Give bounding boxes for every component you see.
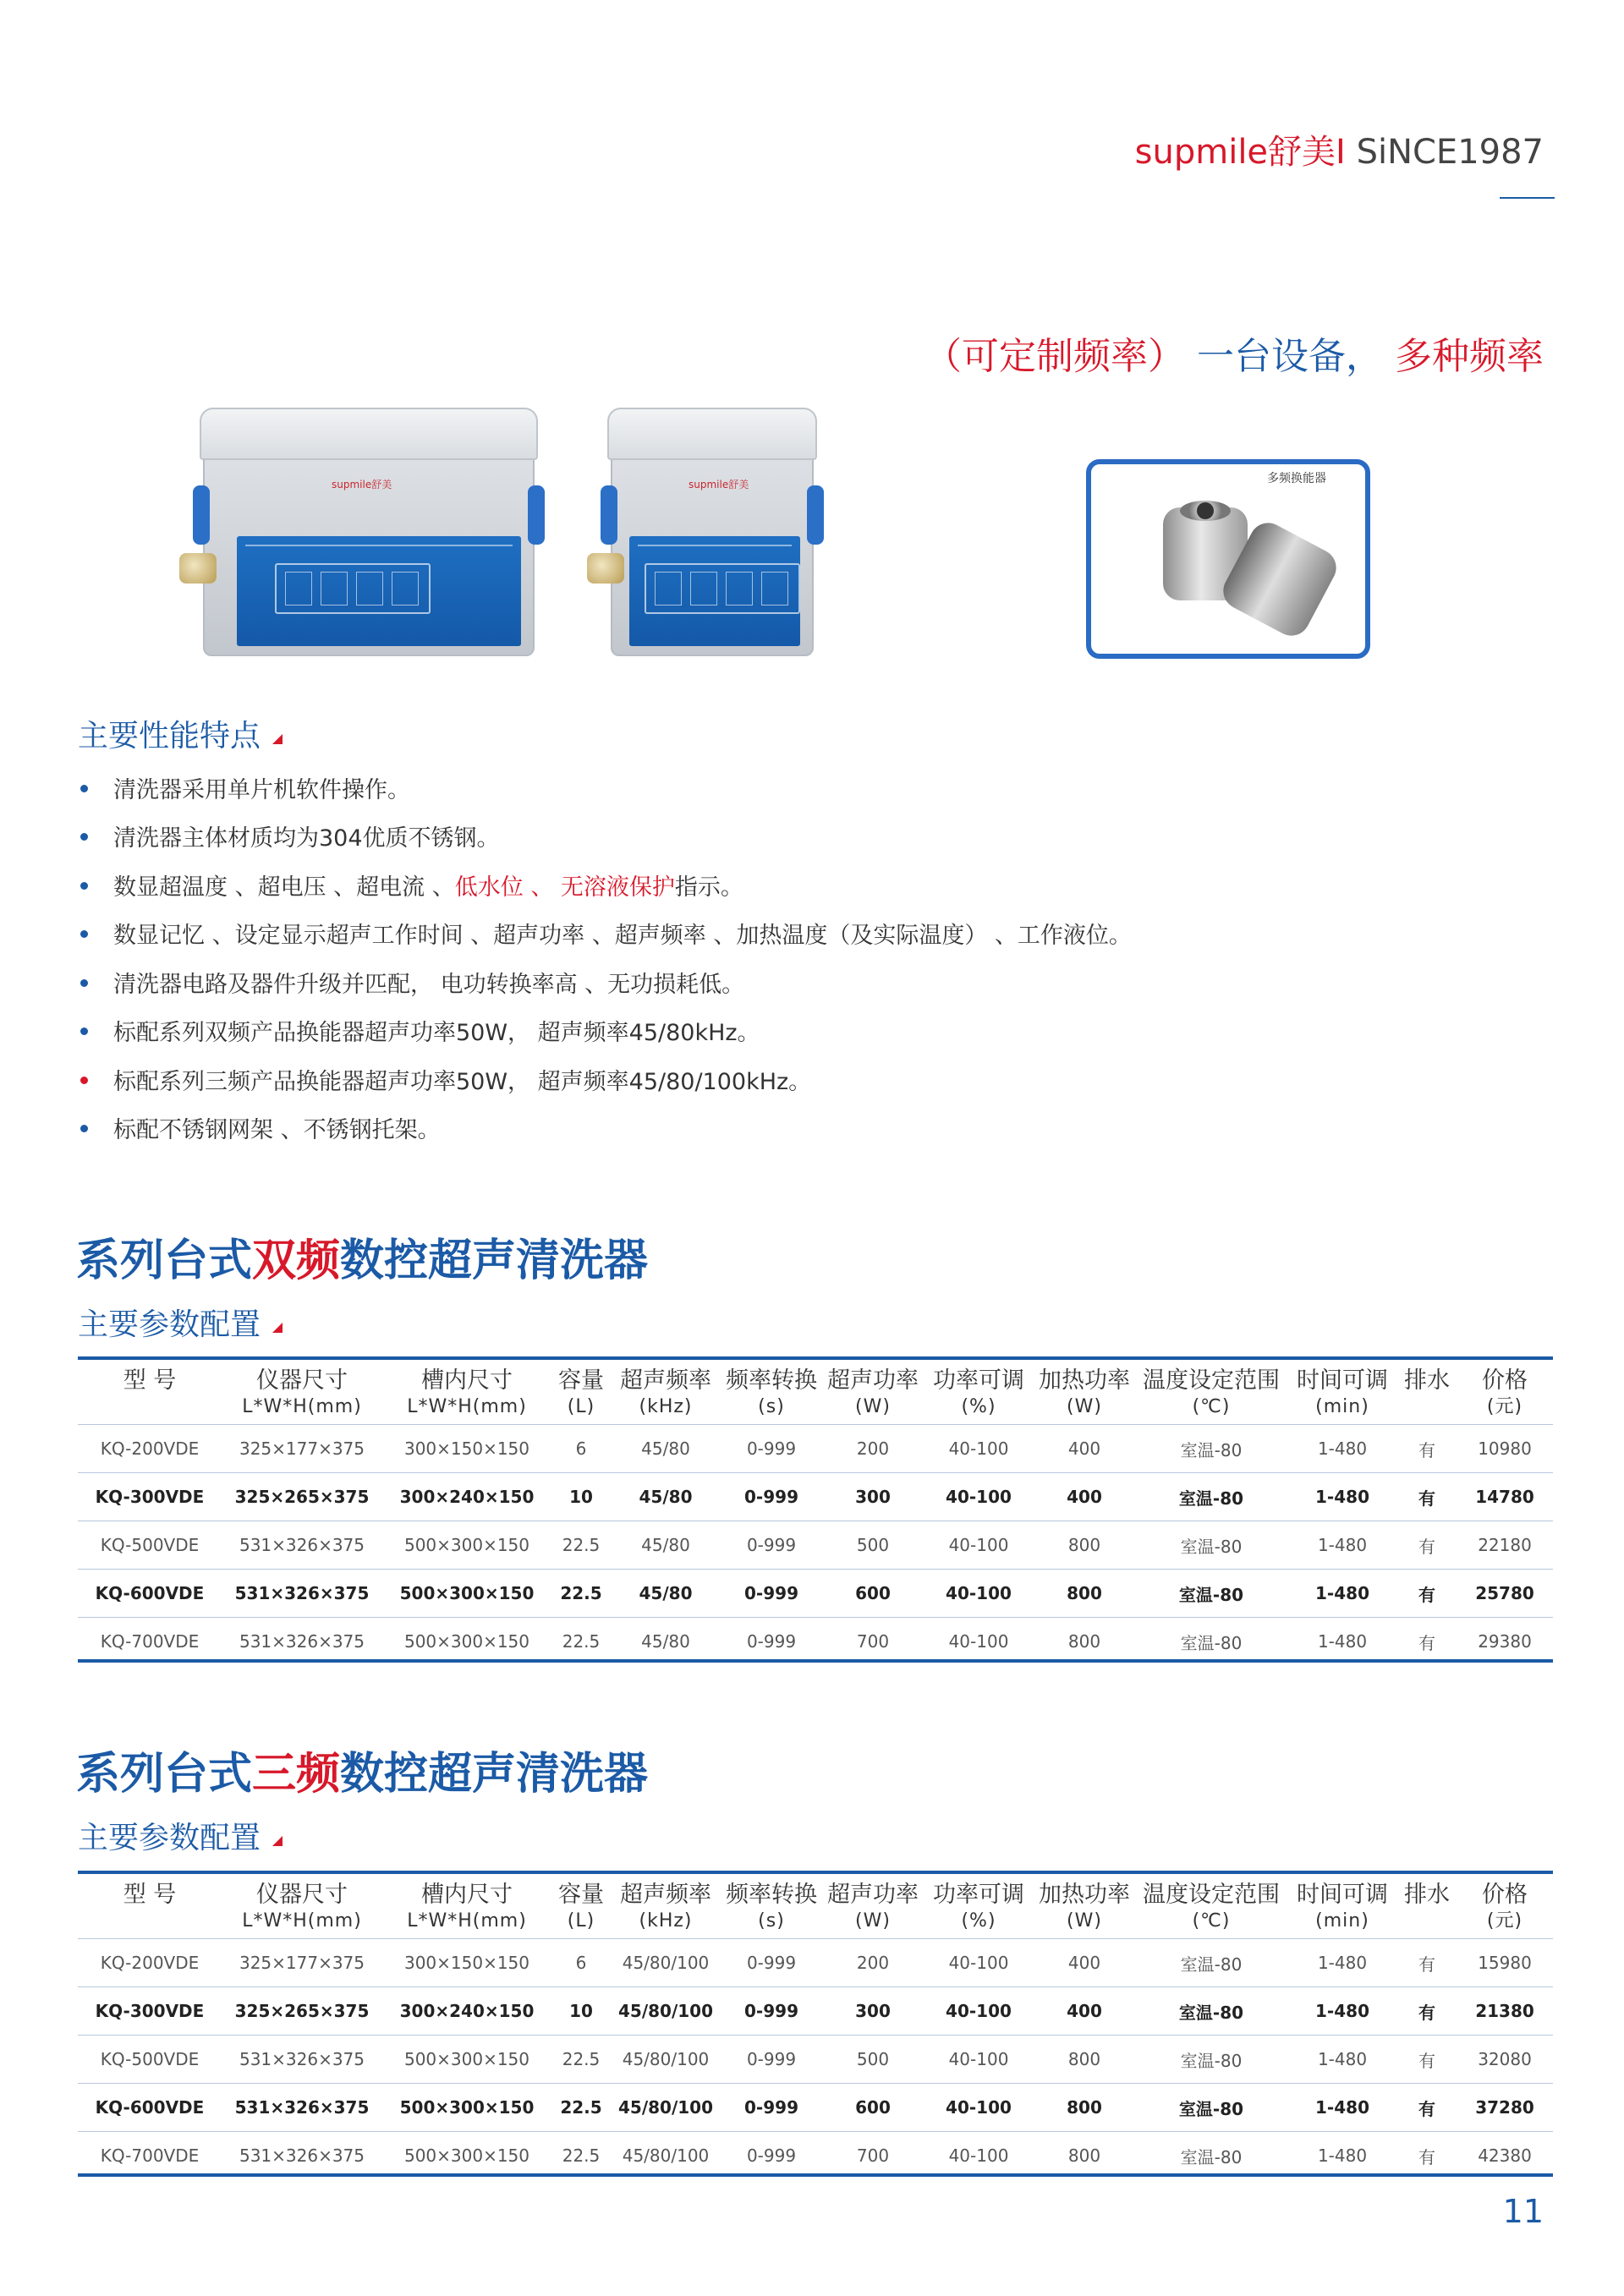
table-cell: KQ-700VDE bbox=[100, 1631, 200, 1652]
section-title-triple-frequency: 系列台式三频数控超声清洗器 bbox=[76, 1749, 649, 1800]
table-cell: 0-999 bbox=[721, 1425, 822, 1473]
table-cell: 25780 bbox=[1457, 1570, 1553, 1618]
table-cell: 15980 bbox=[1457, 1939, 1553, 1987]
product-image-triple-frequency-cleaner bbox=[611, 408, 814, 656]
table-cell: 室温-80 bbox=[1135, 2036, 1287, 2084]
column-header: 频率转换 (s) bbox=[721, 1876, 822, 1939]
table-cell: 40-100 bbox=[924, 1473, 1034, 1521]
table-cell: 300×150×150 bbox=[382, 1425, 551, 1473]
table-cell: 有 bbox=[1397, 2036, 1457, 2084]
column-header: 功率可调 (%) bbox=[924, 1876, 1034, 1939]
table-cell: 10 bbox=[551, 1473, 611, 1521]
column-header: 槽内尺寸 L*W*H(mm) bbox=[382, 1362, 551, 1425]
table-cell: 0-999 bbox=[721, 1521, 822, 1570]
table-cell: 22.5 bbox=[562, 1631, 601, 1652]
table-cell: 0-999 bbox=[721, 2036, 822, 2084]
product-image-dual-frequency-cleaner bbox=[203, 408, 535, 656]
bullet-icon bbox=[80, 882, 88, 890]
table-cell: 600 bbox=[822, 1570, 924, 1618]
column-header: 温度设定范围 (℃) bbox=[1135, 1362, 1287, 1425]
table-cell: 6 bbox=[551, 1425, 611, 1473]
table-cell: 700 bbox=[856, 1631, 890, 1652]
column-header: 功率可调 (%) bbox=[924, 1362, 1034, 1425]
machine-logo: supmile舒美 bbox=[332, 479, 392, 490]
table-cell: 45/80/100 bbox=[611, 1987, 721, 2036]
table-cell: 800 bbox=[1034, 2036, 1135, 2084]
table-cell: 700 bbox=[856, 2145, 890, 2166]
page-number: 11 bbox=[1502, 2193, 1544, 2230]
table-cell: 有 bbox=[1397, 1939, 1457, 1987]
table-row bbox=[78, 1425, 1553, 1473]
table-cell: 22.5 bbox=[551, 1570, 611, 1618]
table-cell: 室温-80 bbox=[1180, 2146, 1243, 2167]
table-cell: 500×300×150 bbox=[382, 2084, 551, 2132]
table-cell: 325×265×375 bbox=[222, 1987, 382, 2036]
table-cell: 40-100 bbox=[924, 2036, 1034, 2084]
table-cell: 0-999 bbox=[721, 1473, 822, 1521]
table-cell: KQ-300VDE bbox=[78, 1987, 222, 2036]
features-title: 主要性能特点 bbox=[78, 712, 283, 755]
column-header: 超声频率 (kHz) bbox=[611, 1876, 721, 1939]
table-cell: 400 bbox=[1034, 1939, 1135, 1987]
table-cell: 45/80 bbox=[611, 1570, 721, 1618]
column-header: 容量 (L) bbox=[551, 1362, 611, 1425]
table-cell: KQ-500VDE bbox=[78, 2036, 222, 2084]
feature-item: 清洗器电路及器件升级并匹配， 电功转换率高 、无功损耗低。 bbox=[80, 966, 744, 999]
drain-valve bbox=[179, 553, 217, 584]
table-cell: 22.5 bbox=[551, 1521, 611, 1570]
column-header: 排水 bbox=[1397, 1362, 1457, 1425]
column-header: 频率转换 (s) bbox=[721, 1362, 822, 1425]
brand-name: supmile舒美 bbox=[1134, 133, 1336, 172]
table-cell: 1-480 bbox=[1287, 2036, 1397, 2084]
table-row bbox=[78, 1939, 1553, 1987]
table-cell: 1-480 bbox=[1287, 2084, 1397, 2132]
triangle-marker-icon bbox=[272, 1836, 283, 1846]
handle-left bbox=[601, 485, 617, 545]
table-cell: 42380 bbox=[1478, 2145, 1532, 2166]
table-cell: 40-100 bbox=[924, 1939, 1034, 1987]
column-header: 时间可调 (min) bbox=[1287, 1876, 1397, 1939]
table-cell: 室温-80 bbox=[1135, 2084, 1287, 2132]
table-cell: 室温-80 bbox=[1135, 1939, 1287, 1987]
table-cell: 32080 bbox=[1457, 2036, 1553, 2084]
table-cell: 800 bbox=[1034, 2084, 1135, 2132]
table-cell: 有 bbox=[1397, 1425, 1457, 1473]
table-cell: 有 bbox=[1397, 1521, 1457, 1570]
table-cell: 200 bbox=[822, 1425, 924, 1473]
table-row bbox=[78, 2132, 1553, 2180]
cleaner-lid bbox=[607, 408, 817, 460]
display-keys bbox=[275, 563, 431, 614]
table-cell: 22.5 bbox=[562, 2145, 601, 2166]
table-cell: 40-100 bbox=[924, 1521, 1034, 1570]
table-cell: 有 bbox=[1418, 2146, 1435, 2167]
table-cell: 1-480 bbox=[1317, 2145, 1368, 2166]
table-row bbox=[78, 2036, 1553, 2084]
column-header: 型 号 bbox=[78, 1876, 222, 1939]
table-cell: 400 bbox=[1034, 1473, 1135, 1521]
table-cell: 400 bbox=[1034, 1425, 1135, 1473]
table-cell: KQ-200VDE bbox=[78, 1425, 222, 1473]
column-header: 价格 (元) bbox=[1457, 1362, 1553, 1425]
table-cell: KQ-500VDE bbox=[78, 1521, 222, 1570]
table-cell: 1-480 bbox=[1287, 1570, 1397, 1618]
table-cell: 0-999 bbox=[746, 2145, 797, 2166]
table-cell: 500 bbox=[822, 2036, 924, 2084]
table-cell: 325×177×375 bbox=[222, 1425, 382, 1473]
table-cell: 室温-80 bbox=[1135, 1987, 1287, 2036]
table-cell: 531×326×375 bbox=[222, 2036, 382, 2084]
table-cell: 1-480 bbox=[1317, 1631, 1368, 1652]
tagline bbox=[924, 326, 1544, 380]
table-row bbox=[78, 2084, 1553, 2132]
table-cell: 40-100 bbox=[924, 1425, 1034, 1473]
table-cell: 1-480 bbox=[1287, 1425, 1397, 1473]
table-cell: 1-480 bbox=[1287, 1987, 1397, 2036]
table-cell: 300×240×150 bbox=[382, 1473, 551, 1521]
cleaner-lid bbox=[200, 408, 538, 460]
table-cell: 300 bbox=[822, 1473, 924, 1521]
column-header: 超声功率 (W) bbox=[822, 1362, 924, 1425]
handle-left bbox=[193, 485, 210, 545]
feature-item: 清洗器采用单片机软件操作。 bbox=[80, 771, 410, 804]
table-cell: KQ-600VDE bbox=[78, 2084, 222, 2132]
table-cell: 14780 bbox=[1457, 1473, 1553, 1521]
column-header: 型 号 bbox=[78, 1362, 222, 1425]
table-cell: 有 bbox=[1397, 1987, 1457, 2036]
brand-separator: I bbox=[1336, 133, 1346, 172]
table-row bbox=[78, 1987, 1553, 2036]
table-cell: 531×326×375 bbox=[222, 1570, 382, 1618]
tagline-custom-frequency: （可定制频率） bbox=[924, 335, 1185, 378]
table-cell: 22180 bbox=[1457, 1521, 1553, 1570]
feature-item: 数显超温度 、超电压 、超电流 、低水位 、 无溶液保护指示。 bbox=[80, 869, 743, 901]
table-cell: 325×177×375 bbox=[222, 1939, 382, 1987]
table-cell: 45/80/100 bbox=[611, 2084, 721, 2132]
triangle-marker-icon bbox=[272, 734, 283, 744]
brand-since: SiNCE1987 bbox=[1356, 133, 1544, 172]
table-cell: 600 bbox=[822, 2084, 924, 2132]
triangle-marker-icon bbox=[272, 1323, 283, 1333]
table-cell: 40-100 bbox=[924, 1570, 1034, 1618]
table-cell: KQ-300VDE bbox=[78, 1473, 222, 1521]
table-cell: 45/80 bbox=[641, 1631, 690, 1652]
bullet-icon bbox=[80, 1077, 88, 1084]
bullet-icon bbox=[80, 1125, 88, 1132]
params-table-dual bbox=[78, 1362, 1553, 1665]
table-cell: 45/80 bbox=[611, 1473, 721, 1521]
table-cell: 531×326×375 bbox=[222, 1521, 382, 1570]
feature-item: 标配系列双频产品换能器超声功率50W， 超声频率45/80kHz。 bbox=[80, 1014, 760, 1047]
table-cell: 有 bbox=[1397, 1473, 1457, 1521]
table-cell: 800 bbox=[1067, 2145, 1101, 2166]
column-header: 排水 bbox=[1397, 1876, 1457, 1939]
feature-item: 清洗器主体材质均为304优质不锈钢。 bbox=[80, 819, 500, 852]
table-cell: 10 bbox=[551, 1987, 611, 2036]
table-cell: 45/80/100 bbox=[611, 1939, 721, 1987]
column-header: 温度设定范围 (℃) bbox=[1135, 1876, 1287, 1939]
transducer-label: 多频换能器 bbox=[1267, 472, 1326, 485]
table-cell: 531×326×375 bbox=[222, 2084, 382, 2132]
table-bottom-rule bbox=[78, 2173, 1553, 2177]
table-bottom-rule bbox=[78, 1659, 1553, 1663]
table-cell: 37280 bbox=[1457, 2084, 1553, 2132]
table-row bbox=[78, 1473, 1553, 1521]
table-cell: 800 bbox=[1067, 1631, 1101, 1652]
table-cell: 400 bbox=[1034, 1987, 1135, 2036]
table-cell: 500×300×150 bbox=[382, 2036, 551, 2084]
table-cell: 500×300×150 bbox=[403, 2145, 530, 2166]
machine-logo: supmile舒美 bbox=[689, 479, 749, 490]
table-cell: 325×265×375 bbox=[222, 1473, 382, 1521]
table-cell: KQ-600VDE bbox=[78, 1570, 222, 1618]
table-cell: 45/80 bbox=[611, 1425, 721, 1473]
table-cell: KQ-200VDE bbox=[78, 1939, 222, 1987]
table-cell: 6 bbox=[551, 1939, 611, 1987]
drain-valve bbox=[587, 553, 624, 584]
column-header: 价格 (元) bbox=[1457, 1876, 1553, 1939]
table-top-rule bbox=[78, 1871, 1553, 1874]
tagline-multi-frequency: 多种频率 bbox=[1395, 335, 1544, 378]
column-header: 超声功率 (W) bbox=[822, 1876, 924, 1939]
feature-item: 标配系列三频产品换能器超声功率50W， 超声频率45/80/100kHz。 bbox=[80, 1063, 811, 1096]
params-subtitle: 主要参数配置 bbox=[78, 1814, 283, 1857]
table-cell: 300×240×150 bbox=[382, 1987, 551, 2036]
table-header-row bbox=[78, 1362, 1553, 1425]
bullet-icon bbox=[80, 833, 88, 841]
table-top-rule bbox=[78, 1356, 1553, 1360]
table-header-row bbox=[78, 1876, 1553, 1939]
table-cell: 0-999 bbox=[721, 1939, 822, 1987]
table-cell: 800 bbox=[1034, 1521, 1135, 1570]
table-cell: 室温-80 bbox=[1135, 1473, 1287, 1521]
table-cell: 40-100 bbox=[948, 2145, 1009, 2166]
header-rule bbox=[1500, 197, 1555, 199]
display-keys bbox=[645, 563, 800, 614]
table-cell: 29380 bbox=[1478, 1631, 1532, 1652]
table-cell: 0-999 bbox=[746, 1631, 797, 1652]
bullet-icon bbox=[80, 1027, 88, 1035]
handle-right bbox=[807, 485, 824, 545]
control-panel bbox=[629, 536, 800, 646]
feature-item: 标配不锈钢网架 、不锈钢托架。 bbox=[80, 1111, 441, 1144]
table-cell: 300×150×150 bbox=[382, 1939, 551, 1987]
table-cell: 800 bbox=[1034, 1570, 1135, 1618]
table-cell: KQ-700VDE bbox=[100, 2145, 200, 2166]
table-row bbox=[78, 1521, 1553, 1570]
column-header: 时间可调 (min) bbox=[1287, 1362, 1397, 1425]
handle-right bbox=[528, 485, 545, 545]
table-cell: 1-480 bbox=[1287, 1939, 1397, 1987]
table-row bbox=[78, 1570, 1553, 1618]
table-cell: 300 bbox=[822, 1987, 924, 2036]
table-cell: 1-480 bbox=[1287, 1521, 1397, 1570]
tagline-one-device: 一台设备， bbox=[1197, 335, 1383, 378]
table-cell: 22.5 bbox=[551, 2036, 611, 2084]
column-header: 超声频率 (kHz) bbox=[611, 1362, 721, 1425]
table-cell: 0-999 bbox=[721, 1987, 822, 2036]
table-cell: 1-480 bbox=[1287, 1473, 1397, 1521]
brand-header bbox=[1135, 125, 1544, 173]
table-cell: 0-999 bbox=[721, 2084, 822, 2132]
bullet-icon bbox=[80, 785, 88, 792]
table-cell: 室温-80 bbox=[1135, 1570, 1287, 1618]
params-table-triple bbox=[78, 1876, 1553, 2179]
table-cell: 45/80/100 bbox=[611, 2036, 721, 2084]
params-subtitle: 主要参数配置 bbox=[78, 1301, 283, 1344]
table-cell: 40-100 bbox=[924, 1987, 1034, 2036]
column-header: 仪器尺寸 L*W*H(mm) bbox=[222, 1876, 382, 1939]
table-cell: 有 bbox=[1418, 1632, 1435, 1653]
table-cell: 21380 bbox=[1457, 1987, 1553, 2036]
table-cell: 有 bbox=[1397, 2084, 1457, 2132]
column-header: 槽内尺寸 L*W*H(mm) bbox=[382, 1876, 551, 1939]
table-cell: 室温-80 bbox=[1135, 1425, 1287, 1473]
table-cell: 531×326×375 bbox=[239, 2145, 365, 2166]
bullet-icon bbox=[80, 930, 88, 938]
table-cell: 0-999 bbox=[721, 1570, 822, 1618]
section-title-dual-frequency: 系列台式双频数控超声清洗器 bbox=[76, 1236, 649, 1286]
table-cell: 40-100 bbox=[924, 2084, 1034, 2132]
table-cell: 室温-80 bbox=[1135, 1521, 1287, 1570]
table-cell: 10980 bbox=[1457, 1425, 1553, 1473]
table-cell: 200 bbox=[822, 1939, 924, 1987]
table-cell: 500×300×150 bbox=[382, 1521, 551, 1570]
table-cell: 40-100 bbox=[948, 1631, 1009, 1652]
bullet-icon bbox=[80, 979, 88, 987]
control-panel bbox=[237, 536, 521, 646]
table-cell: 500 bbox=[822, 1521, 924, 1570]
table-cell: 500×300×150 bbox=[403, 1631, 530, 1652]
column-header: 容量 (L) bbox=[551, 1876, 611, 1939]
column-header: 加热功率 (W) bbox=[1034, 1876, 1135, 1939]
table-cell: 22.5 bbox=[551, 2084, 611, 2132]
table-cell: 531×326×375 bbox=[239, 1631, 365, 1652]
table-cell: 500×300×150 bbox=[382, 1570, 551, 1618]
table-cell: 有 bbox=[1397, 1570, 1457, 1618]
column-header: 加热功率 (W) bbox=[1034, 1362, 1135, 1425]
table-cell: 室温-80 bbox=[1180, 1632, 1243, 1653]
table-cell: 45/80/100 bbox=[622, 2145, 710, 2166]
table-row bbox=[78, 1618, 1553, 1666]
feature-item: 数显记忆 、设定显示超声工作时间 、超声功率 、超声频率 、加热温度（及实际温度） 、工作液位。 bbox=[80, 917, 1132, 950]
table-cell: 45/80 bbox=[611, 1521, 721, 1570]
column-header: 仪器尺寸 L*W*H(mm) bbox=[222, 1362, 382, 1425]
